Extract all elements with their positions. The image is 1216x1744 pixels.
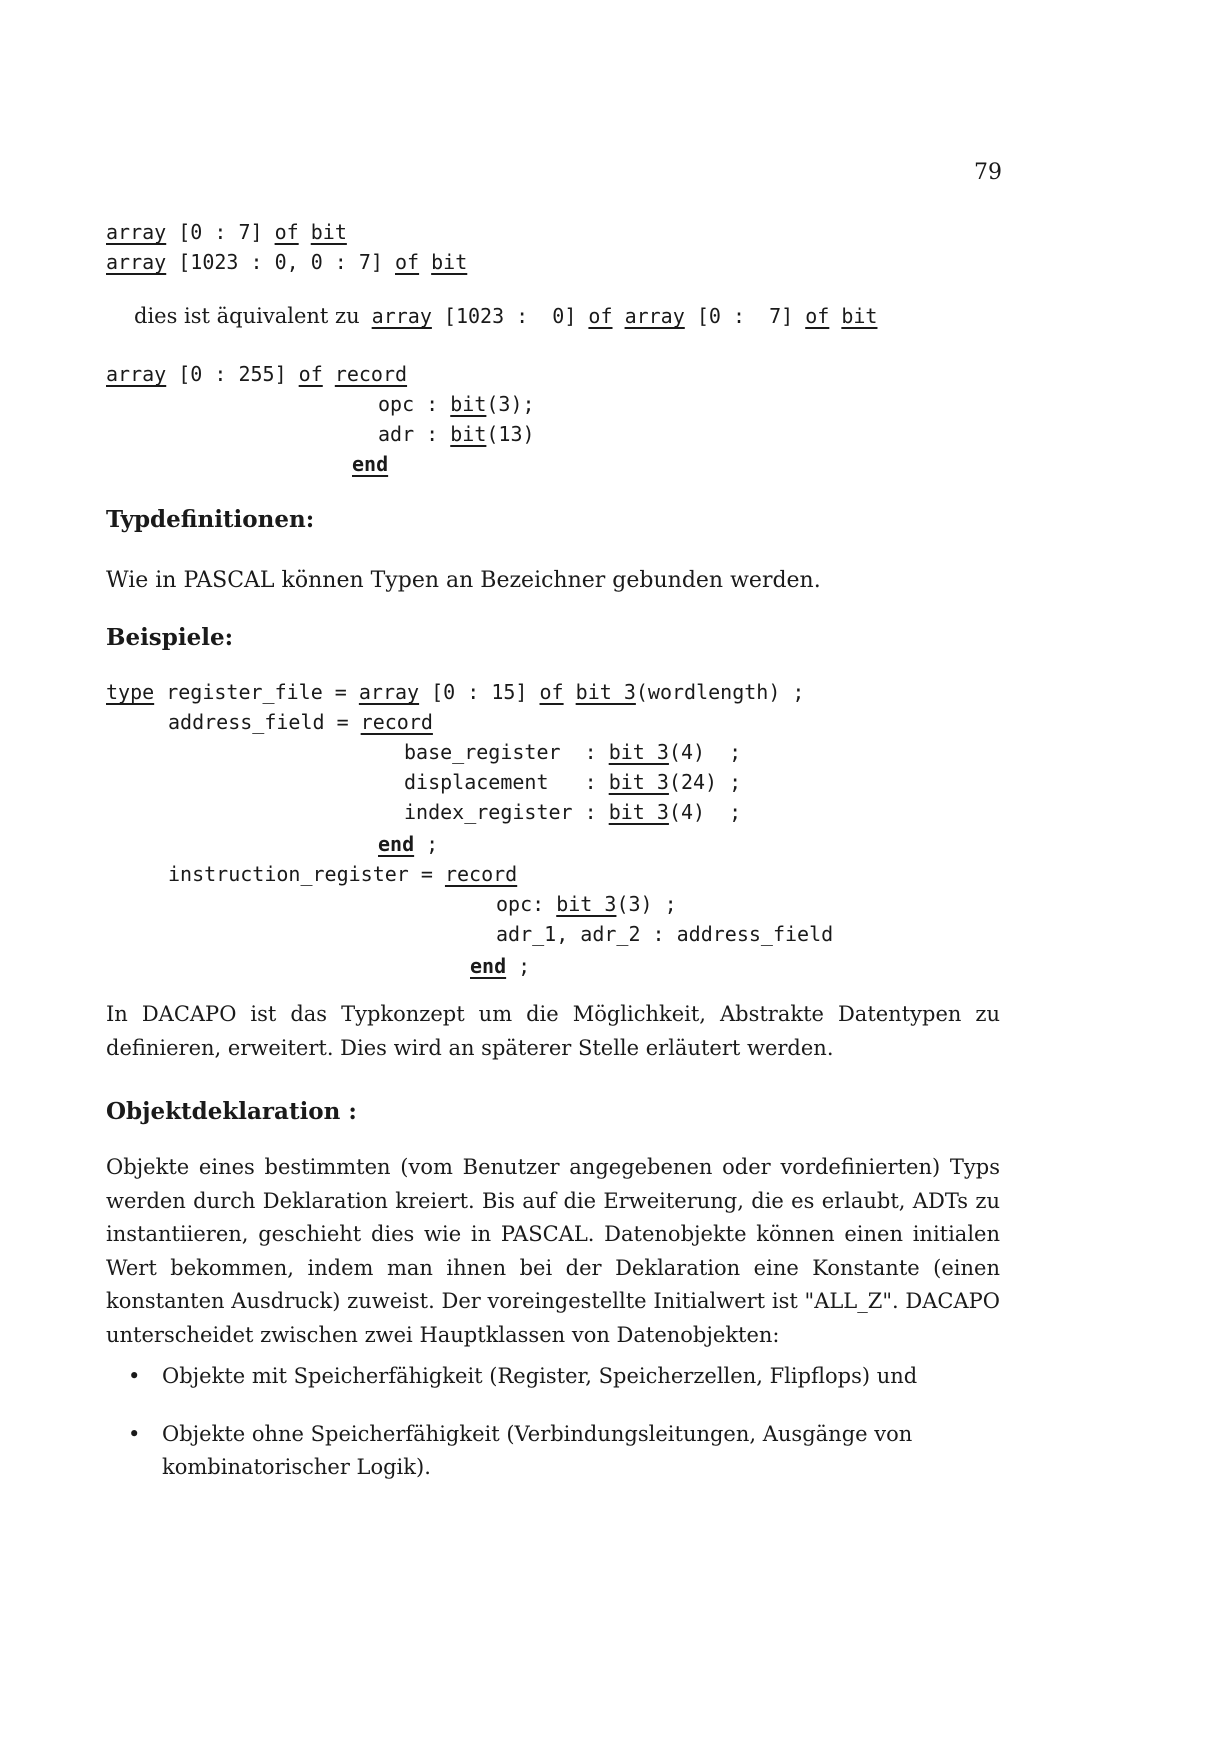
code-fragment: displacement : [404,770,609,794]
keyword-of: of [805,304,830,328]
code-line-end [352,454,388,474]
code-fragment: adr : [378,422,451,446]
code-fragment: (4) ; [668,800,742,824]
bullet-marker: • [128,1364,141,1388]
code-line-ir-opc [496,894,677,914]
code-fragment: instruction_register = [168,862,445,886]
keyword-bit: bit [450,392,487,416]
equivalence-text: dies ist äquivalent zu [134,304,360,328]
list-item [128,1418,998,1484]
heading-objektdeklaration: Objektdeklaration : [106,1098,357,1125]
code-fragment: [1023 : 0, 0 : 7] [166,250,395,274]
list-item-text: Objekte mit Speicherfähigkeit (Register, Speicherzellen, Flipflops) und [162,1364,918,1388]
code-line-array-2d [106,252,467,272]
equivalence-line [134,306,877,326]
code-line-base-register [404,742,741,762]
code-fragment: [0 : 7] [166,220,275,244]
keyword-bit3: bit_3 [608,800,669,824]
code-fragment: ; [506,954,531,978]
keyword-of: of [539,680,564,704]
list-item-text: Objekte ohne Speicherfähigkeit (Verbindungsleitungen, Ausgänge von kombinatorischer Logik). [162,1422,913,1479]
keyword-of: of [395,250,420,274]
code-fragment: (wordlength) ; [635,680,805,704]
keyword-record: record [334,362,408,386]
code-line-address-field [168,712,433,732]
code-line-adr [378,424,535,444]
code-fragment: [0 : 7] [684,304,806,328]
keyword-bit3: bit_3 [608,740,669,764]
keyword-record: record [360,710,433,734]
keyword-bit: bit [450,422,487,446]
keyword-of: of [274,220,299,244]
keyword-array: array [106,220,167,244]
code-fragment: ; [414,832,439,856]
paragraph-dacapo: In DACAPO ist das Typkonzept um die Möglichkeit, Abstrakte Datentypen zu definieren, erweitert. Dies wird an späterer Stelle erläutert werden. [106,1002,1000,1060]
keyword-of: of [588,304,613,328]
code-fragment: opc: [496,892,557,916]
code-fragment: (3) ; [616,892,677,916]
keyword-bit3: bit_3 [556,892,617,916]
code-line-array-record [106,364,407,384]
keyword-record: record [444,862,518,886]
code-line-register-file [106,682,804,702]
keyword-of: of [298,362,323,386]
code-fragment: adr_1, adr_2 : address_field [496,922,834,946]
code-fragment: (24) ; [668,770,742,794]
keyword-array: array [358,680,420,704]
code-fragment: [1023 : 0] [431,304,589,328]
paragraph-typdefinitionen: Wie in PASCAL können Typen an Bezeichner gebunden werden. [106,568,821,593]
list-item [128,1360,998,1393]
keyword-bit: bit [431,250,468,274]
code-line-displacement [404,772,741,792]
code-fragment: opc : [378,392,451,416]
code-fragment: address_field = [168,710,361,734]
keyword-end: end [352,452,389,476]
bullet-marker: • [128,1422,141,1446]
code-line-ir-adr [496,924,833,944]
keyword-bit3: bit_3 [575,680,636,704]
keyword-array: array [624,304,685,328]
keyword-array: array [106,362,167,386]
code-fragment: [0 : 255] [166,362,299,386]
code-line-index-register [404,802,741,822]
keyword-array: array [371,304,432,328]
code-fragment: (13) [486,422,535,446]
heading-typdefinitionen: Typdefinitionen: [106,506,315,533]
paragraph-objektdeklaration: Objekte eines bestimmten (vom Benutzer angegebenen oder vordefinierten) Typs werden durch Deklaration kreiert. Bis auf die Erweiterung, die es erlaubt, ADTs zu instantiieren, geschieht dies wie in PASCAL. Datenobjekte können einen initialen Wert bekommen, indem man ihnen bei der Deklaration eine Konstante (einen konstanten Ausdruck) zuweist. Der voreingestellte Initialwert ist "ALL_Z". DACAPO unterscheidet zwischen zwei Hauptklassen von Datenobjekten: [106,1155,1000,1347]
code-fragment: register_file = [154,680,359,704]
code-fragment: index_register : [404,800,609,824]
keyword-bit3: bit_3 [608,770,669,794]
page-number: 79 [974,160,1002,185]
code-fragment: [0 : 15] [419,680,540,704]
keyword-array: array [106,250,167,274]
code-line-end-2 [470,956,530,976]
keyword-bit: bit [841,304,878,328]
code-line-opc [378,394,535,414]
keyword-bit: bit [310,220,347,244]
keyword-end: end [470,954,507,978]
code-fragment: (4) ; [668,740,742,764]
keyword-type: type [106,680,155,704]
heading-beispiele: Beispiele: [106,624,234,651]
code-line-array-bit [106,222,347,242]
code-line-instruction-register [168,864,517,884]
keyword-end: end [378,832,415,856]
code-fragment: (3); [486,392,535,416]
code-line-end-1 [378,834,438,854]
code-fragment: base_register : [404,740,609,764]
